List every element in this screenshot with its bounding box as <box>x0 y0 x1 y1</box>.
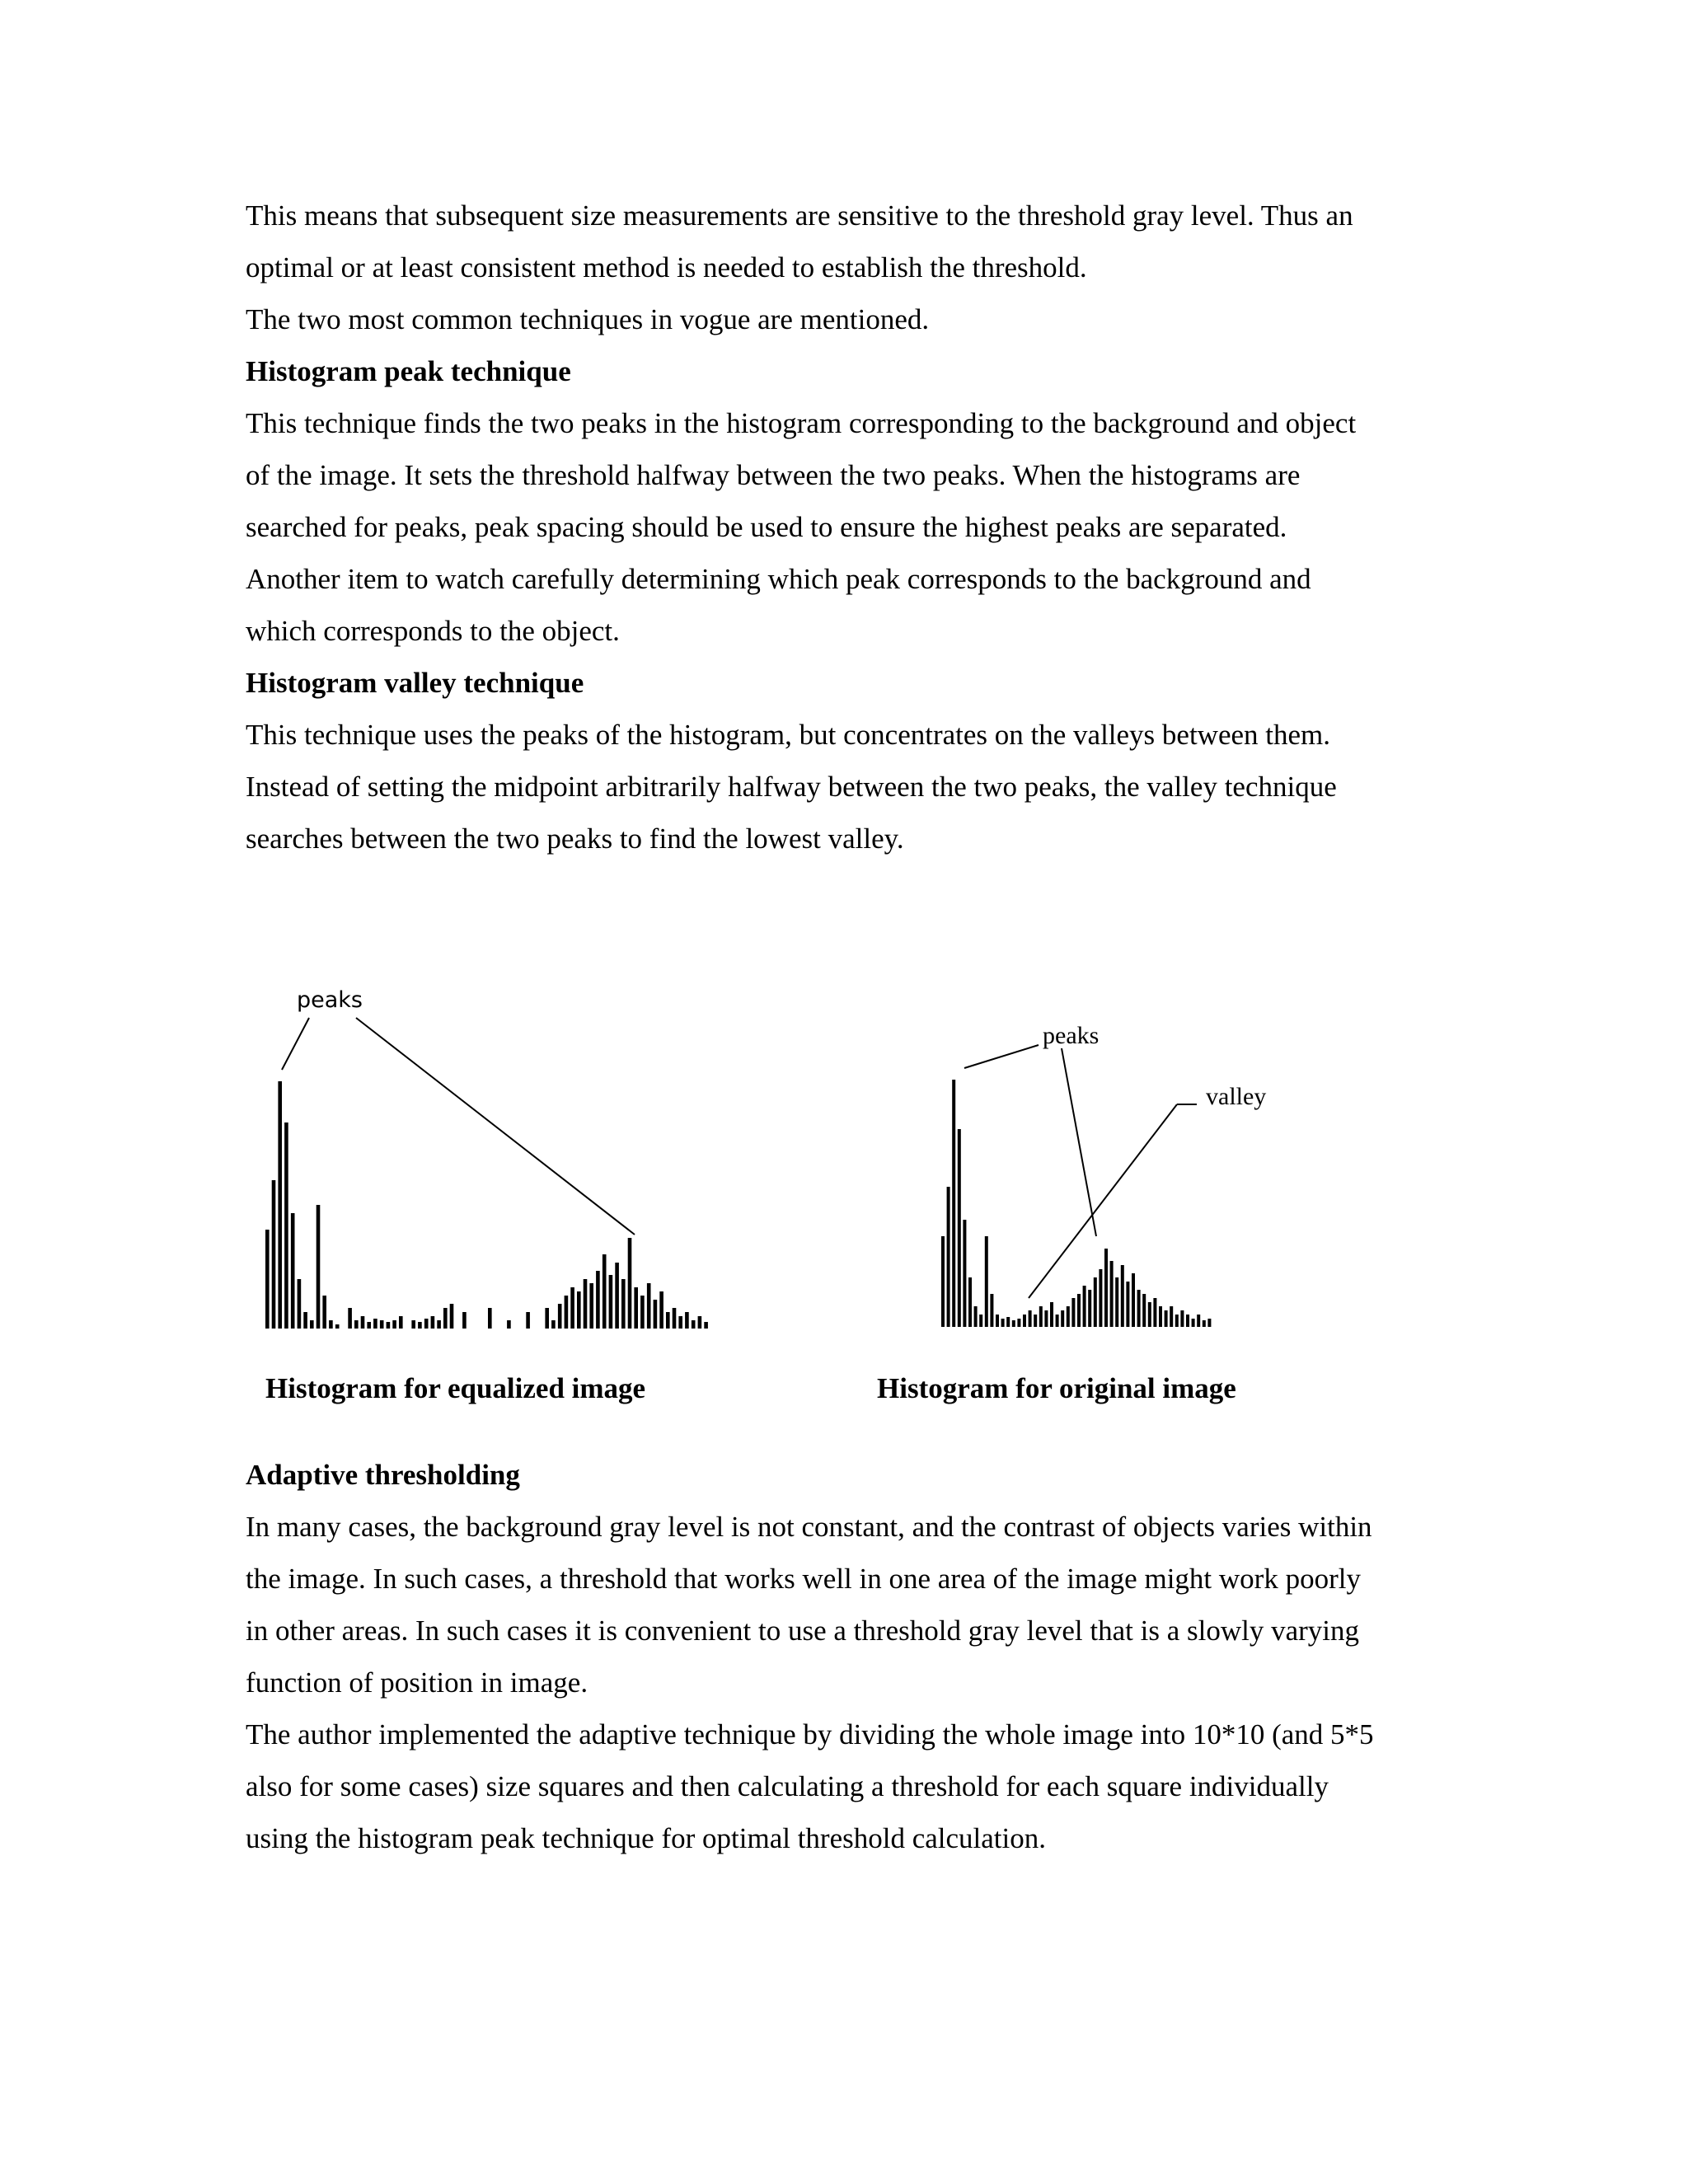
text-line: function of position in image. <box>246 1666 588 1699</box>
histogram-bar <box>411 1320 415 1329</box>
histogram-bar <box>310 1320 314 1329</box>
histogram-bar <box>272 1180 276 1329</box>
histogram-bar <box>958 1129 961 1327</box>
histogram-bar <box>621 1279 626 1329</box>
histogram-bar <box>985 1236 988 1327</box>
text-line: using the histogram peak technique for optimal threshold calculation. <box>246 1822 1046 1854</box>
adaptive-thresholding-paragraph <box>246 1501 1449 1864</box>
section-heading-histogram-valley: Histogram valley technique <box>246 667 584 699</box>
text-line: which corresponds to the object. <box>246 615 620 647</box>
histogram-bar <box>303 1312 307 1329</box>
histogram-bar <box>565 1296 569 1329</box>
histogram-bar <box>1034 1315 1037 1327</box>
histogram-bar <box>1044 1310 1048 1327</box>
histogram-bar <box>1153 1298 1156 1327</box>
histogram-bar <box>704 1322 708 1329</box>
text-line: This means that subsequent size measurements are sensitive to the threshold gray level. Thus an <box>246 199 1353 232</box>
text-line: The author implemented the adaptive technique by dividing the whole image into 10*10 (and 5*5 <box>246 1718 1374 1750</box>
histogram-bar <box>603 1254 607 1329</box>
histogram-bar <box>284 1122 288 1329</box>
histogram-bar <box>551 1320 556 1329</box>
histogram-bar <box>399 1316 403 1329</box>
histogram-bar <box>1061 1310 1064 1327</box>
histogram-bar <box>1142 1294 1146 1327</box>
histogram-bar <box>462 1312 467 1329</box>
histogram-bar <box>952 1080 955 1327</box>
histogram-valley-paragraph <box>246 709 1449 865</box>
text-line: Another item to watch carefully determining which peak corresponds to the background and <box>246 563 1311 595</box>
histogram-bar <box>941 1236 945 1327</box>
histogram-bar <box>615 1263 619 1329</box>
histogram-bar <box>424 1319 429 1329</box>
histogram-bar <box>1197 1315 1200 1327</box>
histogram-bar <box>1056 1315 1059 1327</box>
histogram-bar <box>609 1275 613 1329</box>
histogram-bar <box>678 1316 682 1329</box>
original-histogram-caption: Histogram for original image <box>877 1372 1236 1404</box>
histogram-bar <box>974 1306 978 1327</box>
histogram-bar <box>450 1304 454 1329</box>
histogram-bar <box>1137 1290 1141 1327</box>
histogram-bar <box>685 1312 689 1329</box>
histogram-bar <box>1012 1320 1015 1327</box>
histogram-bar <box>316 1205 321 1329</box>
histogram-bar <box>380 1320 384 1329</box>
text-line: also for some cases) size squares and then calculating a threshold for each square individually <box>246 1770 1329 1802</box>
histogram-bar <box>348 1308 352 1329</box>
section-heading-adaptive-thresholding: Adaptive thresholding <box>246 1459 520 1491</box>
text-line: of the image. It sets the threshold halfway between the two peaks. When the histograms are <box>246 459 1301 491</box>
histogram-bar <box>1001 1319 1005 1327</box>
histogram-bar <box>1170 1306 1173 1327</box>
histogram-bar <box>507 1320 511 1329</box>
text-line: In many cases, the background gray level is not constant, and the contrast of objects varies within <box>246 1511 1372 1543</box>
histogram-bar <box>278 1081 282 1329</box>
histogram-bar <box>322 1296 326 1329</box>
histogram-bar <box>437 1320 441 1329</box>
histogram-bar <box>596 1271 600 1329</box>
histogram-bar <box>265 1230 270 1329</box>
histogram-bar <box>1094 1277 1097 1327</box>
histogram-bar <box>1104 1249 1108 1327</box>
histogram-bar <box>589 1283 593 1329</box>
histogram-bar <box>1039 1306 1043 1327</box>
histogram-bar <box>1180 1310 1184 1327</box>
histogram-bar <box>431 1316 435 1329</box>
histogram-bar <box>1050 1302 1053 1327</box>
histogram-bar <box>996 1315 999 1327</box>
valley-pointer-line <box>1029 1104 1177 1298</box>
text-line: This technique finds the two peaks in the histogram corresponding to the background and object <box>246 407 1357 439</box>
histogram-peak-paragraph <box>246 397 1449 657</box>
valley-annotation-label: valley <box>1206 1083 1267 1110</box>
histogram-bar <box>1017 1319 1020 1327</box>
histogram-bar <box>968 1277 972 1327</box>
histogram-bar <box>1186 1315 1189 1327</box>
histogram-bar <box>392 1320 396 1329</box>
histogram-bar <box>698 1316 702 1329</box>
histogram-bar <box>1071 1298 1075 1327</box>
histogram-bar <box>1099 1269 1102 1327</box>
histogram-bar <box>640 1296 645 1329</box>
histogram-bar <box>990 1294 993 1327</box>
histogram-bar <box>1165 1310 1168 1327</box>
equalized-histogram-figure <box>247 972 725 1352</box>
histogram-bars <box>941 1080 1211 1327</box>
histogram-bar <box>1115 1277 1118 1327</box>
histogram-bar <box>387 1322 391 1329</box>
text-line: optimal or at least consistent method is needed to establish the threshold. <box>246 251 1087 284</box>
histogram-bar <box>584 1279 588 1329</box>
histogram-bar <box>947 1187 950 1327</box>
histogram-bar <box>1132 1273 1135 1327</box>
histogram-bar <box>558 1304 562 1329</box>
histogram-bar <box>291 1213 295 1329</box>
histogram-bar <box>628 1238 632 1329</box>
histogram-bar <box>1110 1261 1114 1327</box>
histogram-bar <box>659 1291 663 1329</box>
histogram-bar <box>488 1308 492 1329</box>
histogram-bar <box>545 1308 549 1329</box>
histogram-bar <box>666 1312 670 1329</box>
text-line: in other areas. In such cases it is convenient to use a threshold gray level that is a slowly varying <box>246 1615 1360 1647</box>
histogram-bar <box>1148 1302 1151 1327</box>
histogram-bar <box>1088 1290 1091 1327</box>
histogram-bar <box>418 1322 422 1329</box>
text-line: searched for peaks, peak spacing should be used to ensure the highest peaks are separated. <box>246 511 1287 543</box>
histogram-bar <box>647 1283 651 1329</box>
histogram-bar <box>354 1320 359 1329</box>
original-histogram-figure <box>931 1014 1319 1352</box>
histogram-bar <box>1083 1286 1086 1327</box>
histogram-bar <box>335 1324 340 1329</box>
histogram-bar <box>1029 1310 1032 1327</box>
histogram-bar <box>373 1319 377 1329</box>
histogram-bar <box>1077 1294 1081 1327</box>
histogram-bar <box>577 1291 581 1329</box>
peaks-annotation-label: peaks <box>1043 1022 1100 1049</box>
histogram-bar <box>1023 1315 1026 1327</box>
histogram-bar <box>1006 1317 1010 1327</box>
histogram-bar <box>1159 1306 1162 1327</box>
histogram-bar <box>634 1287 638 1329</box>
histogram-bar <box>298 1279 302 1329</box>
histogram-bar <box>654 1300 658 1329</box>
equalized-histogram-caption: Histogram for equalized image <box>265 1372 646 1404</box>
peak-pointer-line <box>1062 1048 1096 1236</box>
histogram-bar <box>692 1320 696 1329</box>
intro-paragraph <box>246 190 1449 345</box>
histogram-bar <box>1067 1306 1070 1327</box>
histogram-bar <box>329 1320 333 1329</box>
text-line: Instead of setting the midpoint arbitrarily halfway between the two peaks, the valley technique <box>246 771 1337 803</box>
peak-pointer-line <box>964 1045 1039 1068</box>
histogram-bar <box>570 1287 574 1329</box>
peak-pointer-line <box>356 1018 635 1235</box>
histogram-bar <box>1126 1282 1129 1327</box>
histogram-bar <box>361 1316 365 1329</box>
histogram-bar <box>963 1220 966 1327</box>
histogram-bar <box>526 1312 530 1329</box>
histogram-bar <box>979 1315 982 1327</box>
histogram-bar <box>367 1322 371 1329</box>
histogram-bar <box>443 1308 448 1329</box>
histogram-bar <box>1203 1320 1206 1327</box>
text-line: This technique uses the peaks of the histogram, but concentrates on the valleys between them. <box>246 719 1331 751</box>
section-heading-histogram-peak: Histogram peak technique <box>246 355 571 387</box>
histogram-bar <box>1175 1315 1179 1327</box>
text-line: the image. In such cases, a threshold that works well in one area of the image might work poorly <box>246 1563 1361 1595</box>
peak-pointer-line <box>282 1018 309 1070</box>
peaks-annotation-label: peaks <box>297 987 363 1013</box>
text-line: The two most common techniques in vogue are mentioned. <box>246 303 930 335</box>
histogram-bar <box>1121 1265 1124 1327</box>
histogram-bar <box>673 1308 677 1329</box>
histogram-bar <box>1207 1319 1211 1327</box>
text-line: searches between the two peaks to find the lowest valley. <box>246 823 904 855</box>
histogram-bars <box>265 1081 708 1329</box>
histogram-bar <box>1192 1319 1195 1327</box>
